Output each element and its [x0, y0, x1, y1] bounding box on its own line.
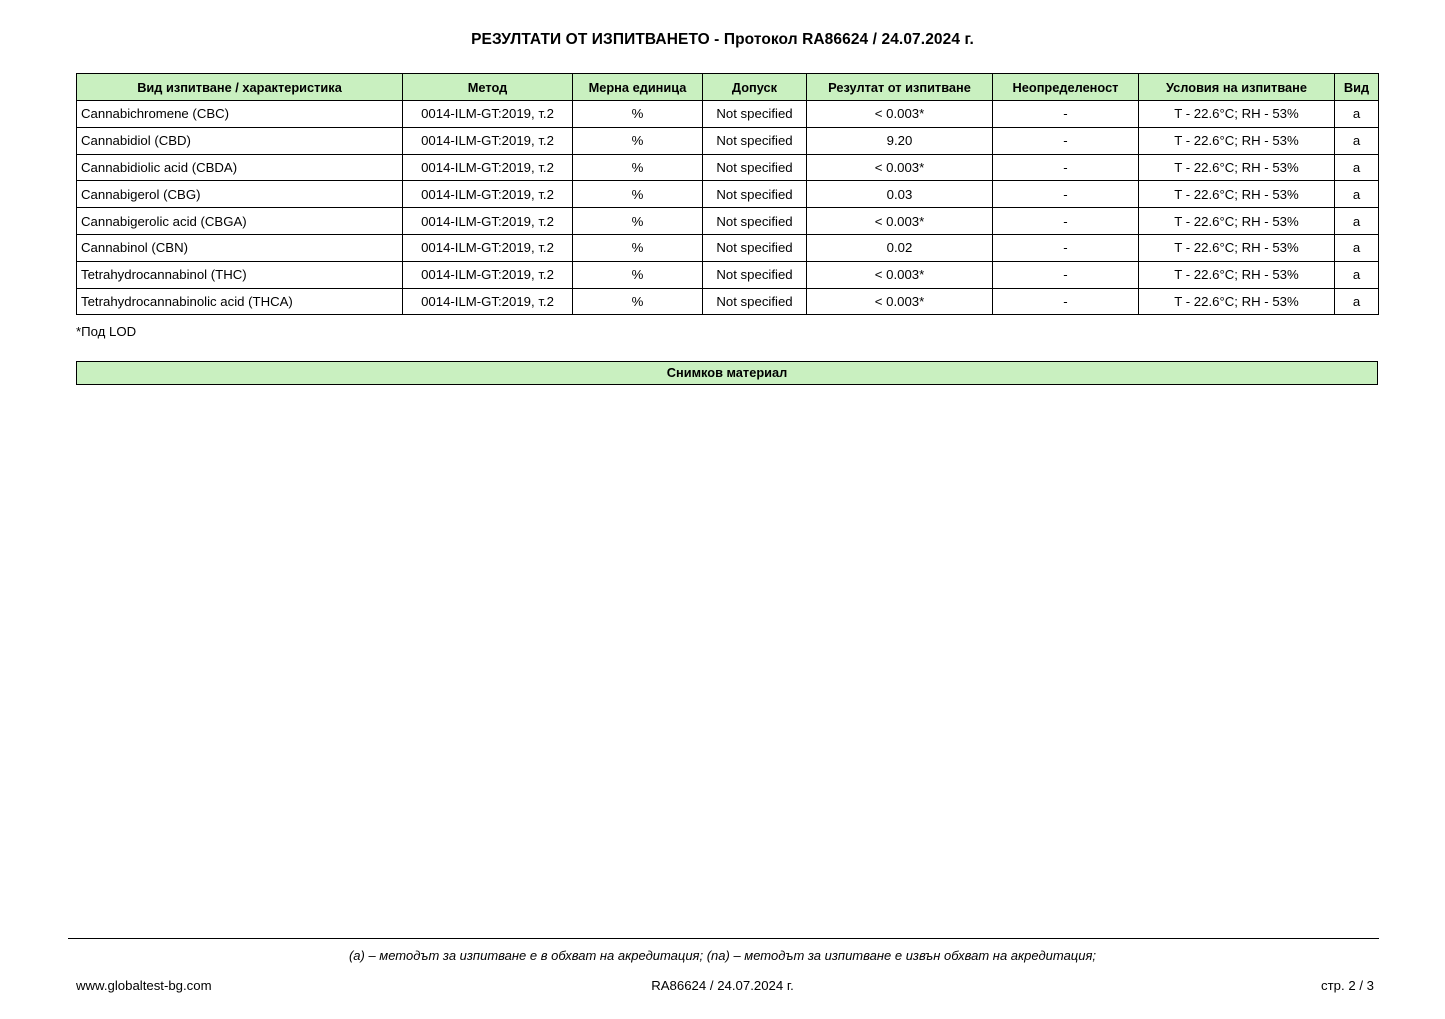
column-header-characteristic: Вид изпитване / характеристика — [77, 74, 403, 101]
page-title: РЕЗУЛТАТИ ОТ ИЗПИТВАНЕТО - Протокол RA86624 / 24.07.2024 г. — [471, 31, 974, 48]
table-row — [77, 101, 1379, 128]
column-header-tolerance: Допуск — [703, 74, 807, 101]
footer-page-number: стр. 2 / 3 — [1321, 978, 1374, 993]
cell-kind: a — [1335, 261, 1379, 288]
cell-conditions: T - 22.6°C; RH - 53% — [1139, 181, 1335, 208]
cell-characteristic: Cannabigerol (CBG) — [77, 181, 403, 208]
cell-tolerance: Not specified — [703, 181, 807, 208]
cell-uncertainty: - — [993, 127, 1139, 154]
column-header-uncertainty: Неопределеност — [993, 74, 1139, 101]
cell-method: 0014-ILM-GT:2019, т.2 — [403, 288, 573, 315]
cell-unit: % — [573, 208, 703, 235]
cell-characteristic: Cannabidiolic acid (CBDA) — [77, 154, 403, 181]
lod-footnote: *Под LOD — [76, 324, 137, 339]
cell-conditions: T - 22.6°C; RH - 53% — [1139, 261, 1335, 288]
cell-characteristic: Tetrahydrocannabinol (THC) — [77, 261, 403, 288]
cell-tolerance: Not specified — [703, 101, 807, 128]
cell-kind: a — [1335, 127, 1379, 154]
cell-characteristic: Cannabinol (CBN) — [77, 234, 403, 261]
cell-result: < 0.003* — [807, 208, 993, 235]
table-row — [77, 234, 1379, 261]
cell-method: 0014-ILM-GT:2019, т.2 — [403, 181, 573, 208]
table-header-row — [77, 74, 1379, 101]
column-header-method: Метод — [403, 74, 573, 101]
cell-conditions: T - 22.6°C; RH - 53% — [1139, 288, 1335, 315]
cell-method: 0014-ILM-GT:2019, т.2 — [403, 154, 573, 181]
cell-unit: % — [573, 288, 703, 315]
cell-method: 0014-ILM-GT:2019, т.2 — [403, 234, 573, 261]
cell-unit: % — [573, 101, 703, 128]
cell-kind: a — [1335, 101, 1379, 128]
accreditation-note: (a) – методът за изпитване е в обхват на акредитация; (na) – методът за изпитване е извън обхват на акредитация; — [348, 948, 1097, 963]
table-row — [77, 154, 1379, 181]
footer-protocol: RA86624 / 24.07.2024 г. — [651, 978, 794, 993]
cell-result: < 0.003* — [807, 154, 993, 181]
cell-uncertainty: - — [993, 261, 1139, 288]
cell-tolerance: Not specified — [703, 154, 807, 181]
footer-divider — [68, 938, 1379, 939]
cell-result: < 0.003* — [807, 288, 993, 315]
table-row — [77, 261, 1379, 288]
cell-method: 0014-ILM-GT:2019, т.2 — [403, 208, 573, 235]
column-header-kind: Вид — [1335, 74, 1379, 101]
cell-method: 0014-ILM-GT:2019, т.2 — [403, 261, 573, 288]
cell-unit: % — [573, 261, 703, 288]
cell-characteristic: Cannabigerolic acid (CBGA) — [77, 208, 403, 235]
cell-uncertainty: - — [993, 234, 1139, 261]
cell-uncertainty: - — [993, 101, 1139, 128]
cell-conditions: T - 22.6°C; RH - 53% — [1139, 127, 1335, 154]
table-row — [77, 288, 1379, 315]
cell-tolerance: Not specified — [703, 127, 807, 154]
cell-characteristic: Cannabichromene (CBC) — [77, 101, 403, 128]
cell-tolerance: Not specified — [703, 208, 807, 235]
cell-tolerance: Not specified — [703, 234, 807, 261]
cell-conditions: T - 22.6°C; RH - 53% — [1139, 208, 1335, 235]
cell-kind: a — [1335, 208, 1379, 235]
cell-unit: % — [573, 127, 703, 154]
cell-uncertainty: - — [993, 208, 1139, 235]
cell-method: 0014-ILM-GT:2019, т.2 — [403, 127, 573, 154]
cell-conditions: T - 22.6°C; RH - 53% — [1139, 234, 1335, 261]
cell-uncertainty: - — [993, 288, 1139, 315]
cell-conditions: T - 22.6°C; RH - 53% — [1139, 154, 1335, 181]
photo-section-header: Снимков материал — [76, 361, 1378, 385]
cell-result: 0.02 — [807, 234, 993, 261]
cell-characteristic: Cannabidiol (CBD) — [77, 127, 403, 154]
cell-method: 0014-ILM-GT:2019, т.2 — [403, 101, 573, 128]
table-row — [77, 181, 1379, 208]
test-results-table — [76, 73, 1379, 315]
cell-conditions: T - 22.6°C; RH - 53% — [1139, 101, 1335, 128]
cell-characteristic: Tetrahydrocannabinolic acid (THCA) — [77, 288, 403, 315]
column-header-conditions: Условия на изпитване — [1139, 74, 1335, 101]
cell-result: 0.03 — [807, 181, 993, 208]
cell-result: < 0.003* — [807, 101, 993, 128]
cell-kind: a — [1335, 181, 1379, 208]
table-row — [77, 127, 1379, 154]
cell-kind: a — [1335, 154, 1379, 181]
column-header-result: Резултат от изпитване — [807, 74, 993, 101]
table-row — [77, 208, 1379, 235]
cell-result: 9.20 — [807, 127, 993, 154]
cell-unit: % — [573, 181, 703, 208]
footer-website[interactable]: www.globaltest-bg.com — [76, 978, 212, 993]
cell-unit: % — [573, 154, 703, 181]
cell-uncertainty: - — [993, 181, 1139, 208]
cell-unit: % — [573, 234, 703, 261]
cell-tolerance: Not specified — [703, 288, 807, 315]
cell-kind: a — [1335, 288, 1379, 315]
column-header-unit: Мерна единица — [573, 74, 703, 101]
cell-kind: a — [1335, 234, 1379, 261]
cell-uncertainty: - — [993, 154, 1139, 181]
cell-tolerance: Not specified — [703, 261, 807, 288]
cell-result: < 0.003* — [807, 261, 993, 288]
